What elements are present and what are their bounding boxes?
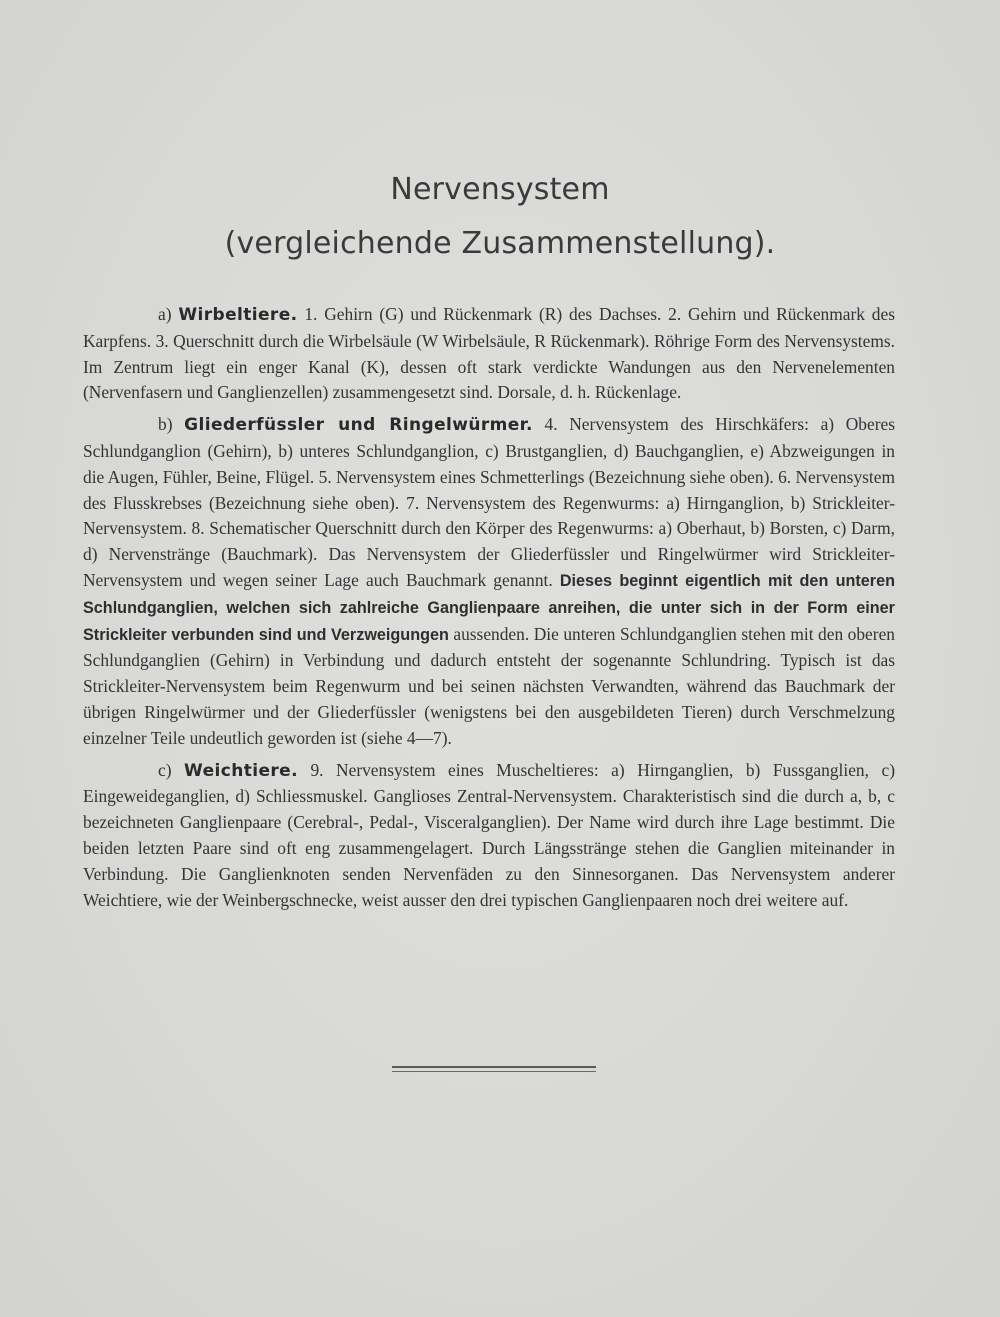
section-b-label: b) [158,414,185,435]
body-text [83,302,895,919]
section-c-heading: Weichtiere. [184,760,298,781]
page-title: Nervensystem [390,172,610,207]
end-rule-thick [392,1066,596,1068]
section-c-text: 9. Nervensystem eines Muscheltieres: a) Hirnganglien, b) Fussganglien, c) Eingeweideganglien, d) Schliessmuskel. Ganglioses Zentral-Nervensystem. Charakteristisch sind die durch a, b, c bezeichneten Ganglienpaare (Cerebral-, Pedal-, Visceralganglien). Der Name wird durch ihre Lage bestimmt. Die beiden letzten Paare sind oft eng zusammengelagert. Durch Längsstränge stehen die Ganglien miteinander in Verbindung. Die Ganglienknoten senden Nervenfäden zu den Sinnesorganen. Das Nervensystem anderer Weichtiere, wie der Weinbergschnecke, weist ausser den drei typischen Ganglienpaaren noch drei weitere auf. [83,759,895,910]
section-a-paragraph [83,302,895,406]
section-b-emphasis: Dieses beginnt eigentlich mit den unteren Schlundganglien, welchen sich zahlreiche Ganglienpaare anreihen, die unter sich in der Form einer Strickleiter verbunden sind und Verzweigungen [83,571,895,644]
section-a-heading: Wirbeltiere. [178,305,298,325]
section-b-text: 4. Nervensystem des Hirschkäfers: a) Oberes Schlundganglion (Gehirn), b) unteres Schlundganglion, c) Brustganglien, d) Bauchganglien, e) Abzweigungen in die Augen, Fühler, Beine, Flügel. 5. Nervensystem eines Schmetterlings (Bezeichnung siehe oben). 6. Nervensystem des Flusskrebses (Bezeichnung siehe oben). 7. Nervensystem des Regenwurms: a) Hirnganglion, b) Strickleiter-Nervensystem. 8. Schematischer Querschnitt durch den Körper des Regenwurms: a) Oberhaut, b) Borsten, c) Darm, d) Nervenstränge (Bauchmark). Das Nervensystem der Gliederfüssler und Ringelwürmer wird Strickleiter-Nervensystem und wegen seiner Lage auch Bauchmark genannt. [83,414,895,590]
section-a-text: 1. Gehirn (G) und Rückenmark (R) des Dachses. 2. Gehirn und Rückenmark des Karpfens. 3. Querschnitt durch die Wirbelsäule (W Wirbelsäule, R Rückenmark). Röhrige Form des Nervensystems. Im Zentrum liegt ein enger Kanal (K), dessen oft stark verdickte Wandungen aus den Nervenelementen (Nervenfasern und Ganglienzellen) zusammengesetzt sind. Dorsale, d. h. Rückenlage. [83,304,895,403]
section-b-paragraph [83,412,895,751]
section-b-text-continued: aussenden. Die unteren Schlundganglien stehen mit den oberen Schlundganglien (Gehirn) in Verbindung und dadurch entsteht der sogenannte Schlundring. Typisch ist das Strickleiter-Nervensystem beim Regenwurm und bei seinen nächsten Verwandten, während das Bauchmark der übrigen Ringelwürmer und der Gliederfüssler (wenigstens bei den ausgebildeten Tieren) durch Verschmelzung einzelner Teile undeutlich geworden ist (siehe 4—7). [83,623,895,748]
page-subtitle: (vergleichende Zusammenstellung). [224,226,776,261]
end-rule-thin [392,1071,596,1072]
section-b-heading: Gliederfüssler und Ringelwürmer. [184,415,533,436]
section-c-paragraph [83,758,895,914]
section-c-label: c) [158,759,185,780]
section-a-label: a) [158,304,179,324]
